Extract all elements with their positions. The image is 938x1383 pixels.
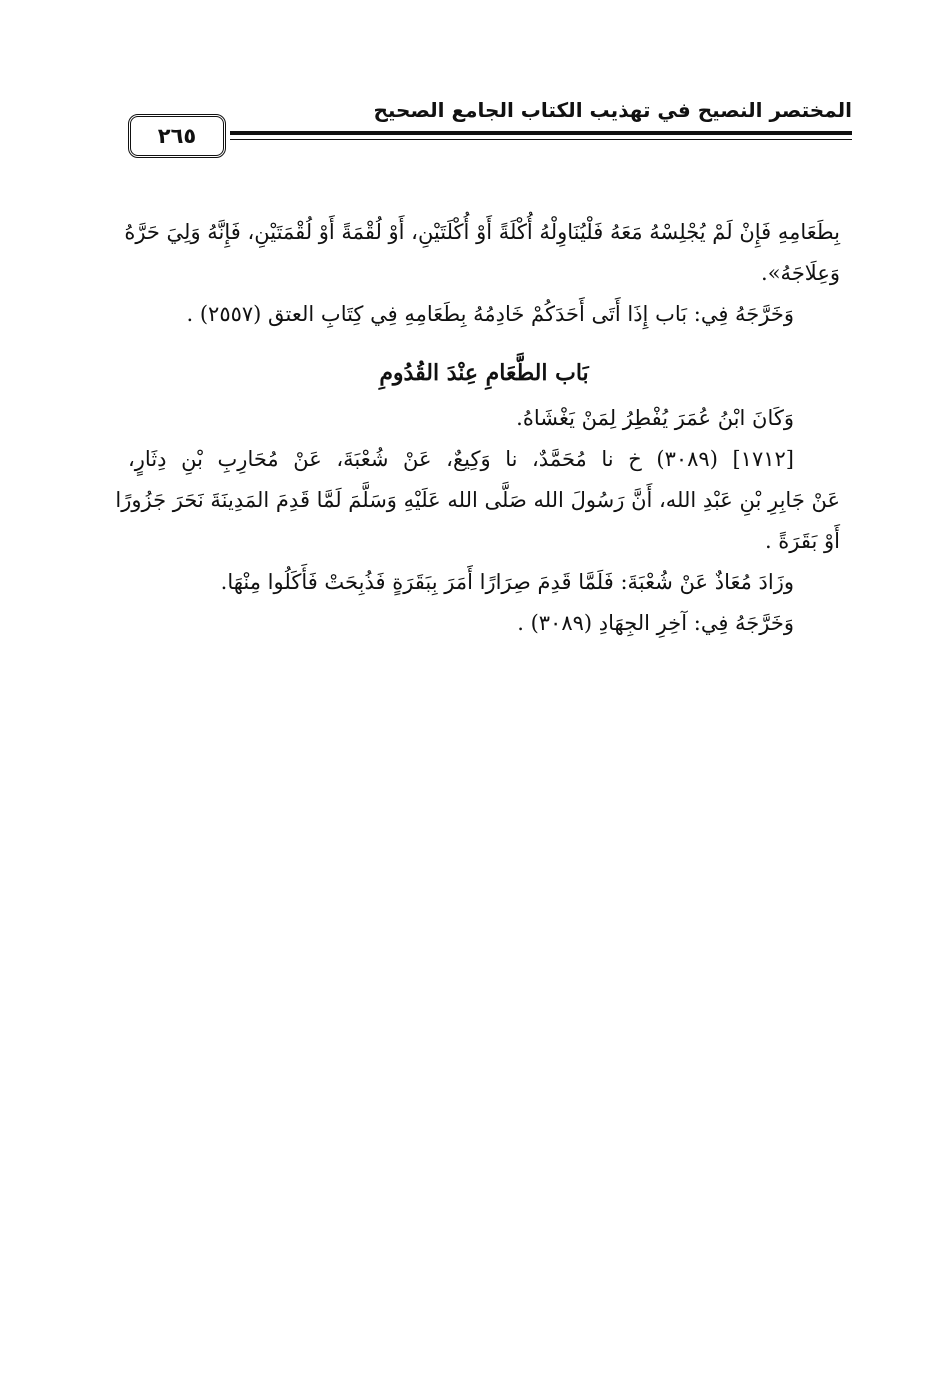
text-line-7: أَوْ بَقَرَةً . <box>764 529 840 553</box>
text-line-8: وزَادَ مُعَاذٌ عَنْ شُعْبَةَ: فَلَمَّا قَدِمَ صِرَارًا أَمَرَ بِبَقَرَةٍ فَذُبِحَتْ فَأَكَلُوا مِنْهَا. <box>220 570 794 594</box>
page-body <box>115 212 840 644</box>
running-title: المختصر النصيح في تهذيب الكتاب الجامع الصحيح <box>373 98 852 122</box>
text-line-5: [١٧١٢] (٣٠٨٩) خ نا مُحَمَّدٌ، نا وَكِيعٌ، عَنْ شُعْبَةَ، عَنْ مُحَارِبِ بْنِ دِثَارٍ، <box>128 447 794 471</box>
page-number: ٢٦٥ <box>128 114 226 158</box>
text-line-3: وَخَرَّجَهُ فِي: بَاب إِذَا أَتَى أَحَدَكُمْ خَادِمُهُ بِطَعَامِهِ فِي كِتَابِ العتق (٢٥٥٧) . <box>186 302 794 326</box>
text-line-6: عَنْ جَابِرِ بْنِ عَبْدِ الله، أَنَّ رَسُولَ الله صَلَّى الله عَلَيْهِ وَسَلَّمَ لَمَّا قَدِمَ المَدِينَةَ نَحَرَ جَزُورًا <box>115 488 840 512</box>
section-heading: بَاب الطَّعَامِ عِنْدَ القُدُومِ <box>379 360 589 386</box>
text-line-9: وَخَرَّجَهُ فِي: آخِرِ الجِهَادِ (٣٠٨٩) . <box>517 611 794 635</box>
text-line-4: وَكَانَ ابْنُ عُمَرَ يُفْطِرُ لِمَنْ يَغْشَاهُ. <box>516 406 794 430</box>
header-rule-thin <box>230 139 852 140</box>
text-line-2: وَعِلَاجَهُ». <box>761 261 840 285</box>
page-header <box>126 96 852 168</box>
text-line-1: بِطَعَامِهِ فَإِنْ لَمْ يُجْلِسْهُ مَعَهُ فَلْيُنَاوِلْهُ أُكْلَةً أَوْ أُكْلَتَيْنِ، أَوْ لُقْمَةً أَوْ لُقْمَتَيْنِ، فَإِنَّهُ وَلِيَ حَرَّهُ <box>124 220 840 244</box>
header-rule-thick <box>230 131 852 135</box>
